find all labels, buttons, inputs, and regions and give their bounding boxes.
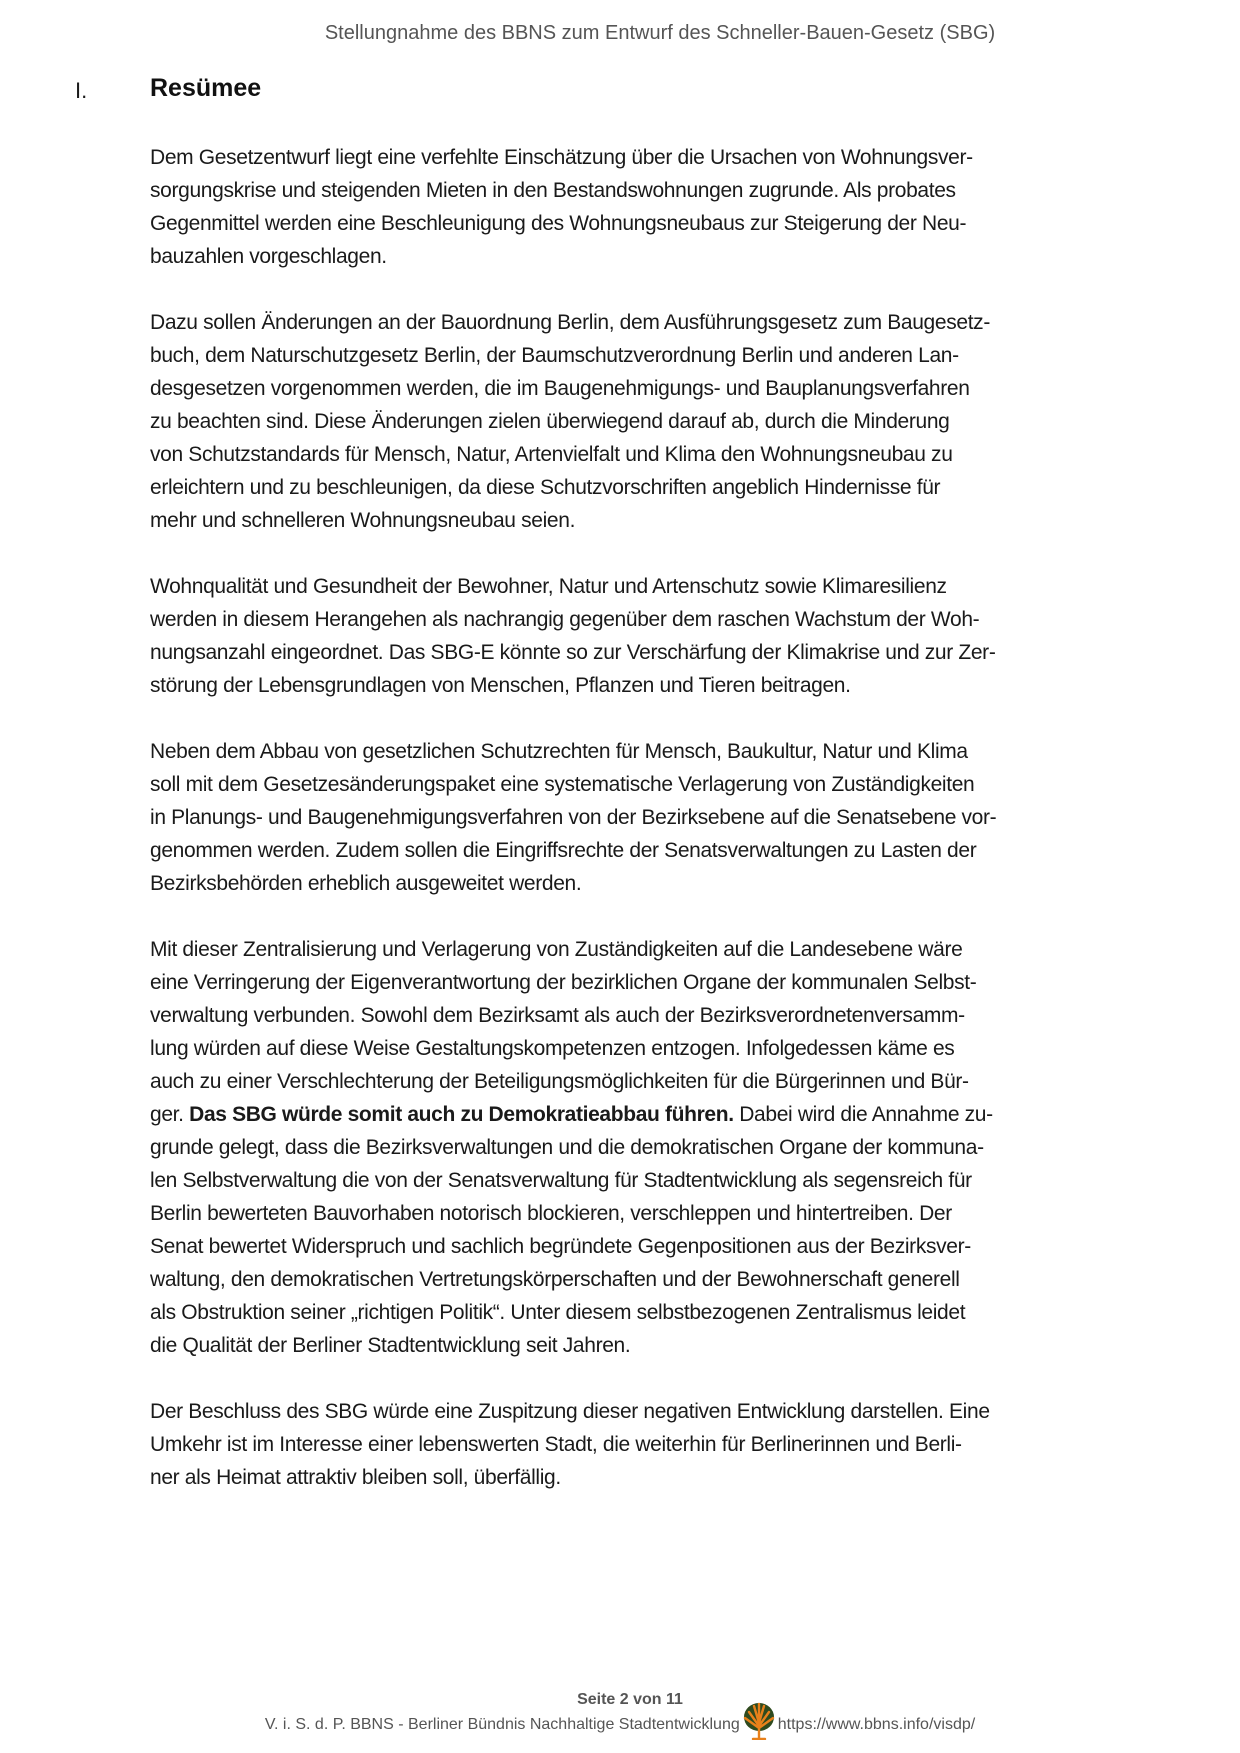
text-line: die Qualität der Berliner Stadtentwicklung seit Jahren. [150, 1334, 631, 1357]
text-line: als Obstruktion seiner „richtigen Politik“. Unter diesem selbstbezogenen Zentralismus leidet [150, 1301, 966, 1324]
section-title: Resümee [150, 74, 262, 102]
page-footer [0, 1690, 1240, 1740]
text-line: erleichtern und zu beschleunigen, da diese Schutzvorschriften angeblich Hindernisse für [150, 476, 941, 499]
text-line: auch zu einer Verschlechterung der Beteiligungsmöglichkeiten für die Bürgerinnen und Bür- [150, 1070, 969, 1093]
text-line: sorgungskrise und steigenden Mieten in den Bestandswohnungen zugrunde. Als probates [150, 179, 956, 202]
page-header [0, 22, 1240, 45]
paragraph-2 [150, 306, 1150, 537]
text-line: Senat bewertet Widerspruch und sachlich begründete Gegenpositionen aus der Bezirksver- [150, 1235, 971, 1258]
text-line: von Schutzstandards für Mensch, Natur, Artenvielfalt und Klima den Wohnungsneubau zu [150, 443, 953, 466]
text-line: Wohnqualität und Gesundheit der Bewohner, Natur und Artenschutz sowie Klimaresilienz [150, 575, 947, 598]
text-line: len Selbstverwaltung die von der Senatsverwaltung für Stadtentwicklung als segensreich für [150, 1169, 972, 1192]
paragraph-1 [150, 141, 1150, 273]
text-line: Dem Gesetzentwurf liegt eine verfehlte Einschätzung über die Ursachen von Wohnungsver- [150, 146, 973, 169]
text-line: zu beachten sind. Diese Änderungen zielen überwiegend darauf ab, durch die Minderung [150, 410, 950, 433]
text-line: Berlin bewerteten Bauvorhaben notorisch blockieren, verschleppen und hintertreiben. Der [150, 1202, 952, 1225]
text-line: bauzahlen vorgeschlagen. [150, 245, 387, 268]
text-line-with-emphasis [150, 1098, 1150, 1131]
text-line: mehr und schnelleren Wohnungsneubau seien. [150, 509, 576, 532]
section-number: I. [75, 78, 88, 103]
text-line: lung würden auf diese Weise Gestaltungskompetenzen entzogen. Infolgedessen käme es [150, 1037, 955, 1060]
text-line: Bezirksbehörden erheblich ausgeweitet werden. [150, 872, 582, 895]
paragraph-3 [150, 570, 1150, 702]
emphasized-statement: Das SBG würde somit auch zu Demokratieabbau führen. [189, 1103, 734, 1126]
text-line: grunde gelegt, dass die Bezirksverwaltungen und die demokratischen Organe der kommuna- [150, 1136, 984, 1159]
text-line: buch, dem Naturschutzgesetz Berlin, der Baumschutzverordnung Berlin und anderen Lan- [150, 344, 959, 367]
text-line: genommen werden. Zudem sollen die Eingriffsrechte der Senatsverwaltungen zu Lasten der [150, 839, 977, 862]
text-line: verwaltung verbunden. Sowohl dem Bezirksamt als auch der Bezirksverordnetenversamm- [150, 1004, 965, 1027]
text-segment: ger. [150, 1103, 190, 1126]
text-line: desgesetzen vorgenommen werden, die im Baugenehmigungs- und Bauplanungsverfahren [150, 377, 970, 400]
paragraph-6 [150, 1395, 1150, 1494]
paragraph-4 [150, 735, 1150, 900]
text-line: Der Beschluss des SBG würde eine Zuspitzung dieser negativen Entwicklung darstellen. Eine [150, 1400, 990, 1423]
text-line: störung der Lebensgrundlagen von Menschen, Pflanzen und Tieren beitragen. [150, 674, 851, 697]
document-body [150, 141, 1150, 1527]
page-number: Seite 2 von 11 [577, 1691, 683, 1708]
imprint-link[interactable]: https://www.bbns.info/visdp/ [777, 1716, 976, 1733]
document-title: Stellungnahme des BBNS zum Entwurf des Schneller-Bauen-Gesetz (SBG) [324, 22, 996, 44]
text-line: Neben dem Abbau von gesetzlichen Schutzrechten für Mensch, Baukultur, Natur und Klima [150, 740, 968, 763]
text-line: soll mit dem Gesetzesänderungspaket eine systematische Verlagerung von Zuständigkeiten [150, 773, 975, 796]
tree-logo-icon [742, 1702, 776, 1740]
text-line: werden in diesem Herangehen als nachrangig gegenüber dem raschen Wachstum der Woh- [150, 608, 980, 631]
text-line: Dazu sollen Änderungen an der Bauordnung Berlin, dem Ausführungsgesetz zum Baugesetz- [150, 311, 990, 334]
text-line: in Planungs- und Baugenehmigungsverfahren von der Bezirksebene auf die Senatsebene vor- [150, 806, 997, 829]
text-segment: Dabei wird die Annahme zu- [733, 1103, 993, 1126]
text-line: waltung, den demokratischen Vertretungskörperschaften und der Bewohnerschaft generell [150, 1268, 960, 1291]
footer-imprint [265, 1710, 975, 1740]
text-line: nungsanzahl eingeordnet. Das SBG-E könnte so zur Verschärfung der Klimakrise und zur Zer- [150, 641, 996, 664]
text-line: ner als Heimat attraktiv bleiben soll, überfällig. [150, 1466, 561, 1489]
paragraph-5 [150, 933, 1150, 1362]
text-line: Mit dieser Zentralisierung und Verlagerung von Zuständigkeiten auf die Landesebene wäre [150, 938, 963, 961]
publisher-text: V. i. S. d. P. BBNS - Berliner Bündnis Nachhaltige Stadtentwicklung [264, 1716, 740, 1733]
text-line: eine Verringerung der Eigenverantwortung der bezirklichen Organe der kommunalen Selbst- [150, 971, 977, 994]
text-line: Gegenmittel werden eine Beschleunigung des Wohnungsneubaus zur Steigerung der Neu- [150, 212, 967, 235]
text-line: Umkehr ist im Interesse einer lebenswerten Stadt, die weiterhin für Berlinerinnen und Berli- [150, 1433, 962, 1456]
